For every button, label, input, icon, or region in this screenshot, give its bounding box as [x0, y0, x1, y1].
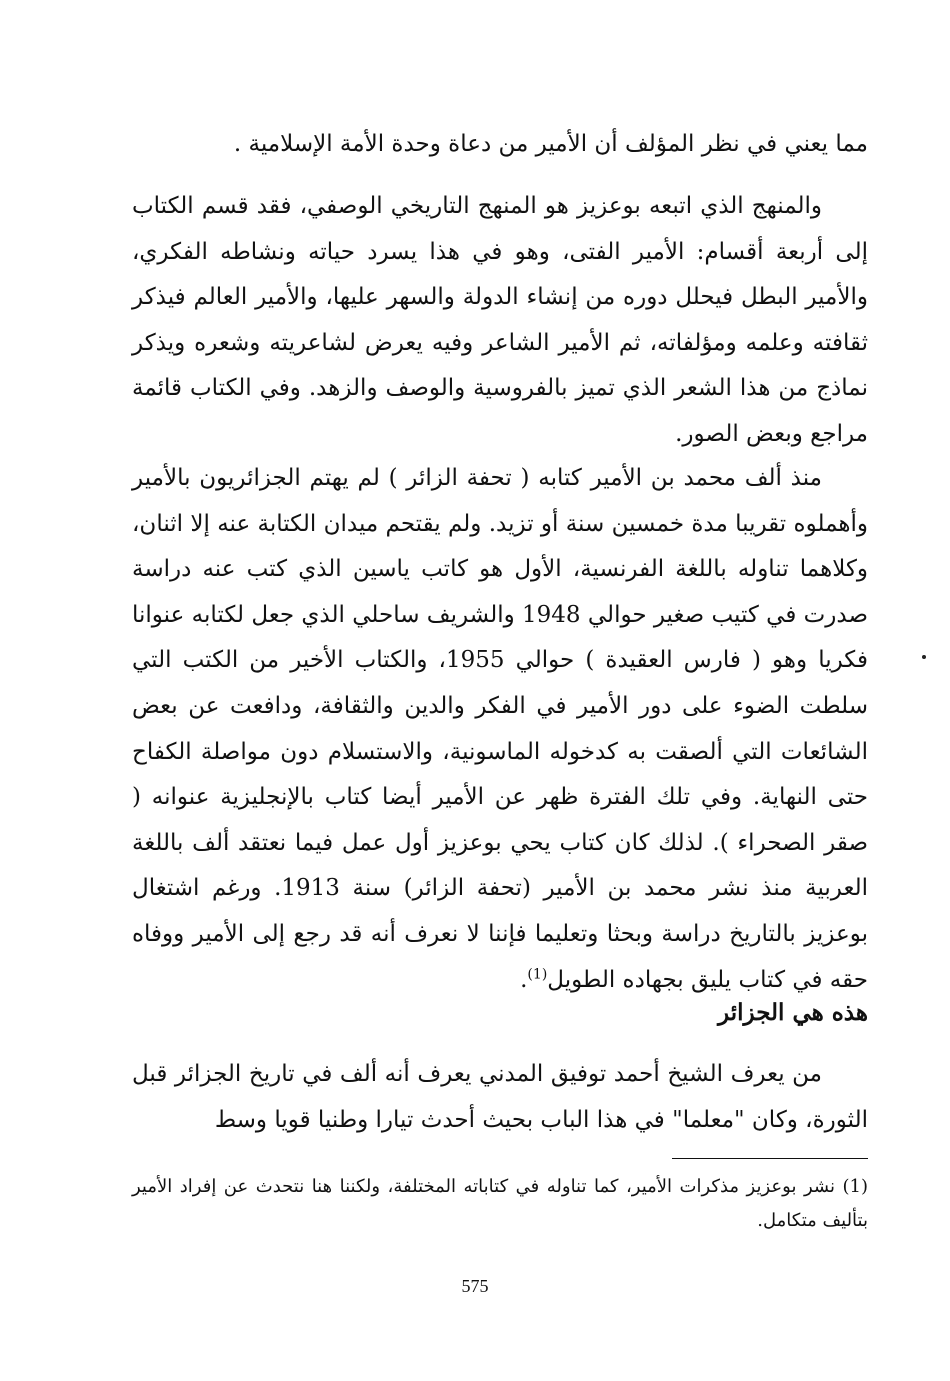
footnote-marker: (1): [842, 1176, 868, 1197]
paragraph-text: مما يعني في نظر المؤلف أن الأمير من دعاة وحدة الأمة الإسلامية .: [233, 131, 868, 157]
paragraph-history: [132, 456, 868, 1003]
page-number: 575: [461, 1276, 489, 1296]
footnote: [132, 1170, 868, 1238]
paragraph-methodology: [132, 184, 868, 458]
paragraph-text: منذ ألف محمد بن الأمير كتابه ( تحفة الزائر ) لم يهتم الجزائريون بالأمير وأهملوه تقريبا مدة خمسين سنة أو تزيد. ولم يقتحم ميدان الكتابة عنه إلا اثنان، وكلاهما تناوله باللغة الفرنسية، الأول هو كاتب ياسين الذي كتب عنه دراسة صدرت في كتيب صغير حوالي 1948 والشريف ساحلي الذي جعل لكتابه عنوانا فكريا وهو ( فارس العقيدة ) حوالي 1955، والكتاب الأخير من الكتب التي سلطت الضوء على دور الأمير في الفكر والدين والثقافة، ودافعت عن بعض الشائعات التي ألصقت به كدخوله الماسونية، والاستسلام دون مواصلة الكفاح حتى النهاية. وفي تلك الفترة ظهر عن الأمير أيضا كتاب بالإنجليزية عنوانه ( صقر الصحراء ). لذلك كان كتاب يحي بوعزيز أول عمل فيما نعتقد ألف باللغة العربية منذ نشر محمد بن الأمير (تحفة الزائر) سنة 1913. ورغم اشتغال بوعزيز بالتاريخ دراسة وبحثا وتعليما فإننا لا نعرف أنه قد رجع إلى الأمير ووفاه حقه في كتاب يليق بجهاده الطويل: [132, 465, 869, 993]
margin-mark: [922, 655, 926, 659]
footnote-text: نشر بوعزيز مذكرات الأمير، كما تناوله في كتاباته المختلفة، ولكننا هنا نتحدث عن إفراد الأمير بتأليف متكامل.: [132, 1176, 868, 1231]
paragraph-tail: .: [520, 966, 528, 993]
paragraph-text: من يعرف الشيخ أحمد توفيق المدني يعرف أنه ألف في تاريخ الجزائر قبل الثورة، وكان "معلما" في هذا الباب بحيث أحدث تيارا وطنيا قويا وسط: [132, 1061, 868, 1133]
paragraph-after-heading: [132, 1052, 868, 1143]
paragraph-continuation: [132, 122, 868, 168]
footnote-separator: [672, 1158, 868, 1159]
section-heading: هذه هي الجزائر: [718, 999, 868, 1026]
footnote-reference: (1): [527, 965, 548, 982]
paragraph-text: والمنهج الذي اتبعه بوعزيز هو المنهج التاريخي الوصفي، فقد قسم الكتاب إلى أربعة أقسام: الأمير الفتى، وهو في هذا يسرد حياته ونشاطه الفكري، والأمير البطل فيحلل دوره من إنشاء الدولة والسهر عليها، والأمير العالم فيذكر ثقافته وعلمه ومؤلفاته، ثم الأمير الشاعر وفيه يعرض لشاعريته وشعره ويذكر نماذج من هذا الشعر الذي تميز بالفروسية والوصف والزهد. وفي الكتاب قائمة مراجع وبعض الصور.: [132, 193, 868, 447]
